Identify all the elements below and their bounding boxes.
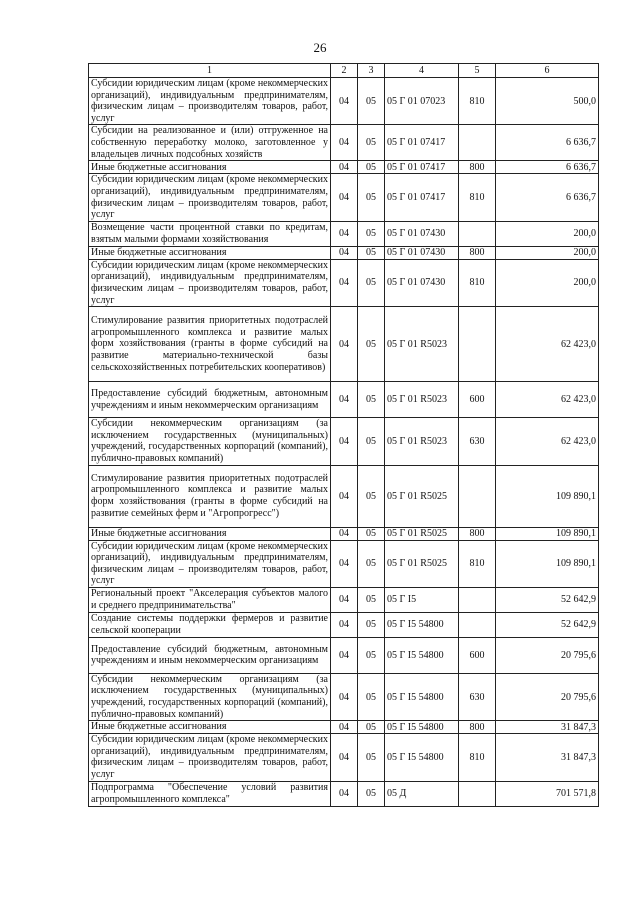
row-section: 04 bbox=[331, 612, 358, 637]
row-name: Субсидии некоммерческим организациям (за исключением государственных (муниципальных) учреждений, государственных корпораций (компаний), публично-правовых компаний) bbox=[89, 418, 331, 465]
row-expense-type bbox=[459, 125, 496, 161]
row-section: 04 bbox=[331, 540, 358, 587]
row-expense-type: 810 bbox=[459, 78, 496, 125]
row-section: 04 bbox=[331, 734, 358, 781]
row-target-article: 05 Г I5 54800 bbox=[385, 637, 459, 673]
row-expense-type: 600 bbox=[459, 637, 496, 673]
row-amount: 701 571,8 bbox=[496, 781, 599, 806]
row-expense-type: 810 bbox=[459, 259, 496, 306]
table-row bbox=[89, 78, 599, 125]
row-target-article: 05 Г I5 54800 bbox=[385, 673, 459, 720]
row-name: Субсидии юридическим лицам (кроме некоммерческих организаций), индивидуальным предпринимателям, физическим лицам – производителям товаров, работ, услуг bbox=[89, 734, 331, 781]
row-name: Стимулирование развития приоритетных подотраслей агропромышленного комплекса и развитие малых форм хозяйствования (гранты в форме субсидий на развитие материально-технической базы сельскохозяйственных потребительских кооперативов) bbox=[89, 307, 331, 382]
row-expense-type: 810 bbox=[459, 540, 496, 587]
row-amount: 20 795,6 bbox=[496, 637, 599, 673]
row-name: Субсидии на реализованное и (или) отгруженное на собственную переработку молоко, заготовленное у владельцев личных подсобных хозяйств bbox=[89, 125, 331, 161]
table-row bbox=[89, 174, 599, 221]
row-target-article: 05 Г 01 07430 bbox=[385, 259, 459, 306]
row-section: 04 bbox=[331, 637, 358, 673]
row-target-article: 05 Г 01 R5023 bbox=[385, 382, 459, 418]
row-name: Возмещение части процентной ставки по кредитам, взятым малыми формами хозяйствования bbox=[89, 221, 331, 246]
row-amount: 6 636,7 bbox=[496, 161, 599, 174]
row-amount: 200,0 bbox=[496, 221, 599, 246]
header-target-article: 4 bbox=[385, 64, 459, 78]
row-section: 04 bbox=[331, 125, 358, 161]
row-subsection: 05 bbox=[358, 418, 385, 465]
row-subsection: 05 bbox=[358, 259, 385, 306]
row-expense-type: 810 bbox=[459, 734, 496, 781]
row-target-article: 05 Г 01 R5025 bbox=[385, 540, 459, 587]
budget-table bbox=[88, 63, 599, 807]
row-expense-type: 800 bbox=[459, 161, 496, 174]
row-name: Субсидии некоммерческим организациям (за исключением государственных (муниципальных) учреждений, государственных корпораций (компаний), публично-правовых компаний) bbox=[89, 673, 331, 720]
row-section: 04 bbox=[331, 781, 358, 806]
row-target-article: 05 Г 01 R5025 bbox=[385, 465, 459, 527]
row-section: 04 bbox=[331, 307, 358, 382]
row-expense-type: 630 bbox=[459, 418, 496, 465]
row-subsection: 05 bbox=[358, 721, 385, 734]
row-section: 04 bbox=[331, 673, 358, 720]
header-subsection: 3 bbox=[358, 64, 385, 78]
row-subsection: 05 bbox=[358, 540, 385, 587]
row-name: Субсидии юридическим лицам (кроме некоммерческих организаций), индивидуальным предпринимателям, физическим лицам – производителям товаров, работ, услуг bbox=[89, 78, 331, 125]
table-row bbox=[89, 246, 599, 259]
row-target-article: 05 Г 01 07430 bbox=[385, 246, 459, 259]
row-target-article: 05 Г 01 07430 bbox=[385, 221, 459, 246]
table-row bbox=[89, 465, 599, 527]
row-amount: 62 423,0 bbox=[496, 307, 599, 382]
table-row bbox=[89, 527, 599, 540]
header-section: 2 bbox=[331, 64, 358, 78]
header-name: 1 bbox=[89, 64, 331, 78]
table-row bbox=[89, 259, 599, 306]
row-subsection: 05 bbox=[358, 587, 385, 612]
row-target-article: 05 Г 01 07417 bbox=[385, 125, 459, 161]
table-row bbox=[89, 734, 599, 781]
row-section: 04 bbox=[331, 465, 358, 527]
row-amount: 52 642,9 bbox=[496, 612, 599, 637]
header-row bbox=[89, 64, 599, 78]
row-target-article: 05 Г I5 54800 bbox=[385, 612, 459, 637]
row-name: Иные бюджетные ассигнования bbox=[89, 246, 331, 259]
row-name: Стимулирование развития приоритетных подотраслей агропромышленного комплекса и развитие малых форм хозяйствования (гранты в форме субсидий на развитие семейных ферм и "Агропрогресс") bbox=[89, 465, 331, 527]
row-expense-type bbox=[459, 781, 496, 806]
row-target-article: 05 Г I5 bbox=[385, 587, 459, 612]
table-row bbox=[89, 418, 599, 465]
row-name: Иные бюджетные ассигнования bbox=[89, 721, 331, 734]
row-name: Субсидии юридическим лицам (кроме некоммерческих организаций), индивидуальным предпринимателям, физическим лицам – производителям товаров, работ, услуг bbox=[89, 174, 331, 221]
row-amount: 20 795,6 bbox=[496, 673, 599, 720]
row-amount: 200,0 bbox=[496, 259, 599, 306]
table-row bbox=[89, 781, 599, 806]
table-row bbox=[89, 637, 599, 673]
row-name: Предоставление субсидий бюджетным, автономным учреждениям и иным некоммерческим организациям bbox=[89, 382, 331, 418]
page-number: 26 bbox=[313, 40, 327, 55]
row-name: Подпрограмма "Обеспечение условий развития агропромышленного комплекса" bbox=[89, 781, 331, 806]
table-row bbox=[89, 221, 599, 246]
table-header bbox=[89, 64, 599, 78]
row-subsection: 05 bbox=[358, 465, 385, 527]
header-amount: 6 bbox=[496, 64, 599, 78]
table-row bbox=[89, 673, 599, 720]
row-subsection: 05 bbox=[358, 78, 385, 125]
row-expense-type bbox=[459, 587, 496, 612]
row-subsection: 05 bbox=[358, 246, 385, 259]
row-subsection: 05 bbox=[358, 382, 385, 418]
row-name: Иные бюджетные ассигнования bbox=[89, 527, 331, 540]
table-row bbox=[89, 125, 599, 161]
row-subsection: 05 bbox=[358, 781, 385, 806]
row-name: Региональный проект "Акселерация субъектов малого и среднего предпринимательства" bbox=[89, 587, 331, 612]
table-body bbox=[89, 78, 599, 807]
row-section: 04 bbox=[331, 527, 358, 540]
row-section: 04 bbox=[331, 382, 358, 418]
row-target-article: 05 Г 01 07023 bbox=[385, 78, 459, 125]
row-expense-type bbox=[459, 221, 496, 246]
row-name: Иные бюджетные ассигнования bbox=[89, 161, 331, 174]
row-subsection: 05 bbox=[358, 307, 385, 382]
row-target-article: 05 Г I5 54800 bbox=[385, 734, 459, 781]
row-amount: 52 642,9 bbox=[496, 587, 599, 612]
row-subsection: 05 bbox=[358, 527, 385, 540]
row-name: Субсидии юридическим лицам (кроме некоммерческих организаций), индивидуальным предпринимателям, физическим лицам – производителям товаров, работ, услуг bbox=[89, 540, 331, 587]
row-amount: 109 890,1 bbox=[496, 465, 599, 527]
table-row bbox=[89, 161, 599, 174]
row-target-article: 05 Д bbox=[385, 781, 459, 806]
row-target-article: 05 Г 01 R5023 bbox=[385, 307, 459, 382]
row-expense-type: 630 bbox=[459, 673, 496, 720]
row-name: Субсидии юридическим лицам (кроме некоммерческих организаций), индивидуальным предпринимателям, физическим лицам – производителям товаров, работ, услуг bbox=[89, 259, 331, 306]
row-section: 04 bbox=[331, 78, 358, 125]
row-amount: 62 423,0 bbox=[496, 418, 599, 465]
row-expense-type: 800 bbox=[459, 246, 496, 259]
row-expense-type bbox=[459, 465, 496, 527]
row-amount: 109 890,1 bbox=[496, 540, 599, 587]
row-section: 04 bbox=[331, 246, 358, 259]
row-subsection: 05 bbox=[358, 125, 385, 161]
row-expense-type bbox=[459, 612, 496, 637]
row-amount: 200,0 bbox=[496, 246, 599, 259]
row-target-article: 05 Г 01 R5025 bbox=[385, 527, 459, 540]
row-section: 04 bbox=[331, 721, 358, 734]
row-section: 04 bbox=[331, 418, 358, 465]
table-row bbox=[89, 540, 599, 587]
row-subsection: 05 bbox=[358, 734, 385, 781]
row-section: 04 bbox=[331, 161, 358, 174]
table-row bbox=[89, 382, 599, 418]
row-name: Создание системы поддержки фермеров и развитие сельской кооперации bbox=[89, 612, 331, 637]
row-amount: 6 636,7 bbox=[496, 125, 599, 161]
row-expense-type bbox=[459, 307, 496, 382]
row-target-article: 05 Г I5 54800 bbox=[385, 721, 459, 734]
row-subsection: 05 bbox=[358, 612, 385, 637]
row-target-article: 05 Г 01 R5023 bbox=[385, 418, 459, 465]
row-subsection: 05 bbox=[358, 161, 385, 174]
row-section: 04 bbox=[331, 174, 358, 221]
table-row bbox=[89, 721, 599, 734]
row-expense-type: 810 bbox=[459, 174, 496, 221]
row-target-article: 05 Г 01 07417 bbox=[385, 174, 459, 221]
row-subsection: 05 bbox=[358, 673, 385, 720]
row-amount: 62 423,0 bbox=[496, 382, 599, 418]
row-subsection: 05 bbox=[358, 221, 385, 246]
row-section: 04 bbox=[331, 259, 358, 306]
row-expense-type: 800 bbox=[459, 721, 496, 734]
row-name: Предоставление субсидий бюджетным, автономным учреждениям и иным некоммерческим организациям bbox=[89, 637, 331, 673]
row-section: 04 bbox=[331, 221, 358, 246]
row-section: 04 bbox=[331, 587, 358, 612]
row-amount: 109 890,1 bbox=[496, 527, 599, 540]
row-amount: 6 636,7 bbox=[496, 174, 599, 221]
table-row bbox=[89, 587, 599, 612]
row-target-article: 05 Г 01 07417 bbox=[385, 161, 459, 174]
header-expense-type: 5 bbox=[459, 64, 496, 78]
row-amount: 500,0 bbox=[496, 78, 599, 125]
row-amount: 31 847,3 bbox=[496, 721, 599, 734]
row-subsection: 05 bbox=[358, 174, 385, 221]
table-row bbox=[89, 612, 599, 637]
row-amount: 31 847,3 bbox=[496, 734, 599, 781]
row-subsection: 05 bbox=[358, 637, 385, 673]
table-row bbox=[89, 307, 599, 382]
row-expense-type: 800 bbox=[459, 527, 496, 540]
row-expense-type: 600 bbox=[459, 382, 496, 418]
